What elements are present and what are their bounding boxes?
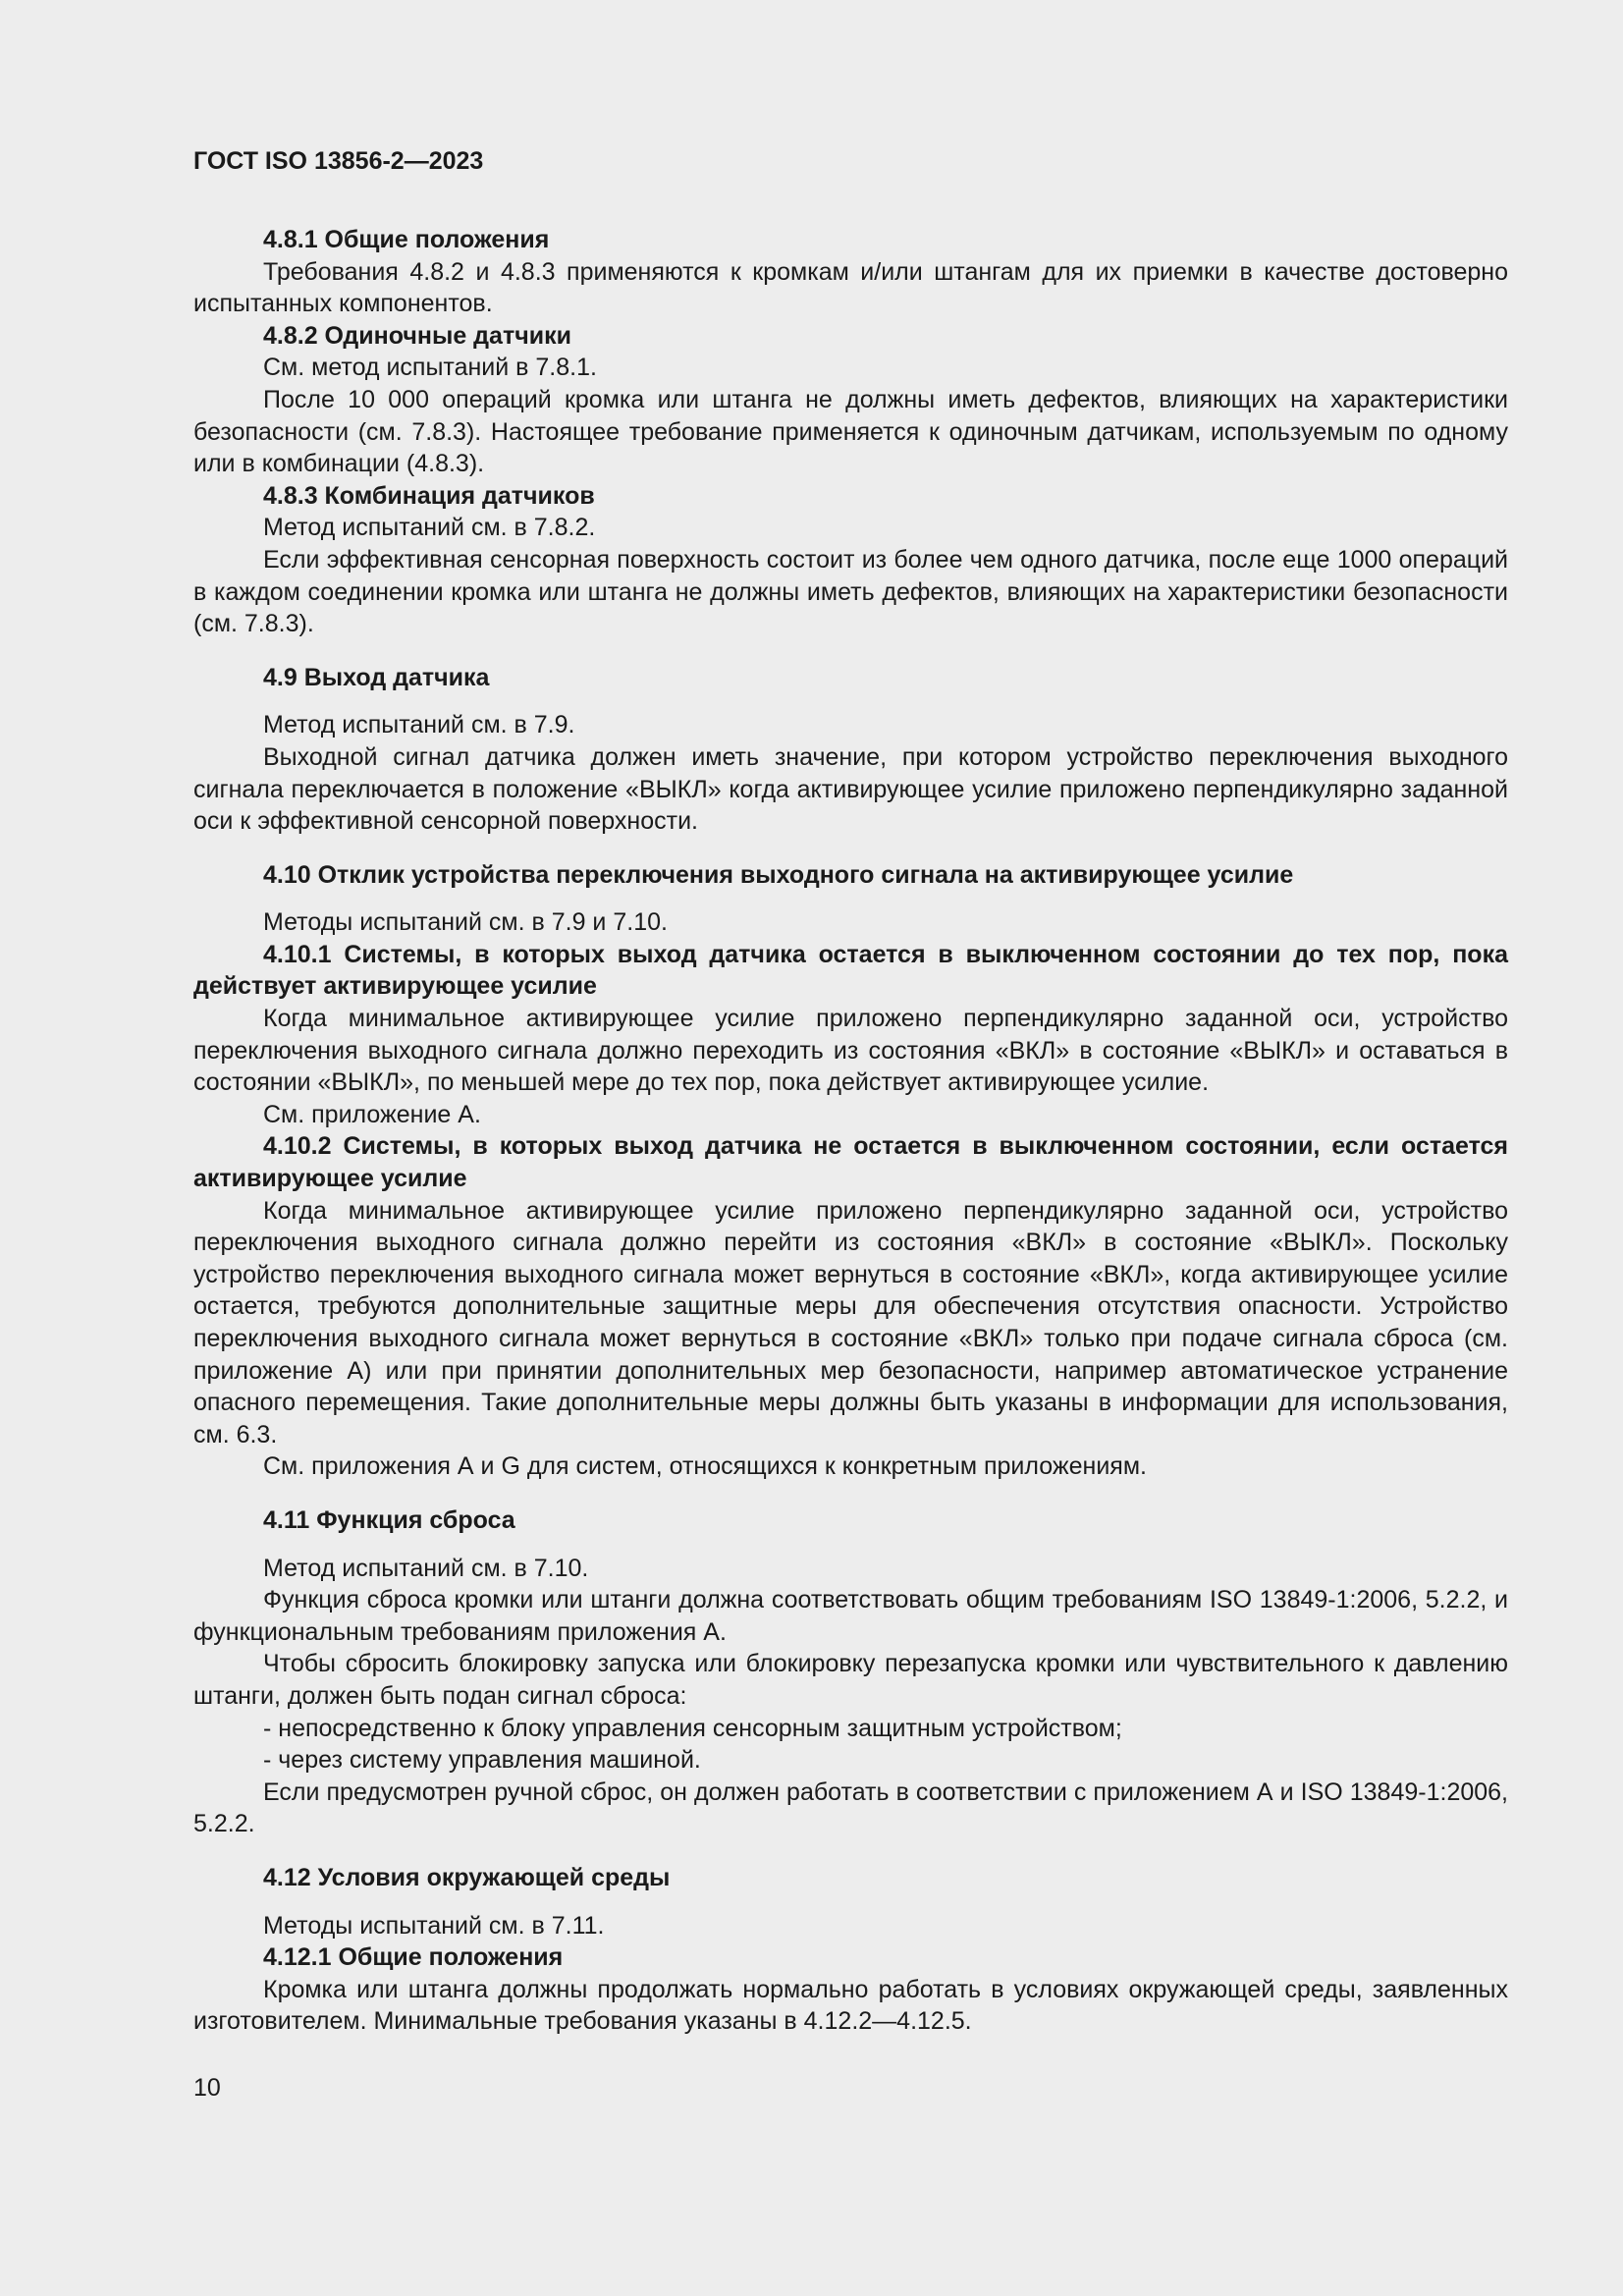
section-heading: 4.10 Отклик устройства переключения выходного сигнала на активирующее усилие (263, 860, 1294, 889)
paragraph: Метод испытаний см. в 7.9. (263, 711, 575, 739)
page-number: 10 (193, 2074, 221, 2102)
paragraph: Выходной сигнал датчика должен иметь значение, при котором устройство переключения выходного сигнала переключается в положение «ВЫКЛ» когда активирующее усилие приложено перпендикулярно заданной оси к эффективной сенсорной поверхности. (193, 742, 1508, 836)
section-heading: 4.8.1 Общие положения (263, 226, 550, 253)
paragraph: Когда минимальное активирующее усилие приложено перпендикулярно заданной оси, устройство переключения выходного сигнала должно переходить из состояния «ВКЛ» в состояние «ВЫКЛ» и оставаться в состоянии «ВЫКЛ», по меньшей мере до тех пор, пока действует активирующее усилие. (193, 1005, 1508, 1097)
section-heading: 4.8.3 Комбинация датчиков (263, 481, 595, 510)
paragraph: См. приложения А и G для систем, относящихся к конкретным приложениям. (263, 1452, 1147, 1481)
paragraph: - непосредственно к блоку управления сенсорным защитным устройством; (263, 1714, 1122, 1742)
document-header: ГОСТ ISO 13856-2—2023 (193, 147, 484, 175)
paragraph: Если предусмотрен ручной сброс, он должен работать в соответствии с приложением А и ISO 13849-1:2006, 5.2.2. (193, 1777, 1508, 1838)
section-heading: 4.10.1 Системы, в которых выход датчика остается в выключенном состоянии до тех пор, пока действует активирующее усилие (193, 940, 1508, 1001)
section-heading: 4.12 Условия окружающей среды (263, 1863, 671, 1891)
paragraph: См. метод испытаний в 7.8.1. (263, 354, 597, 382)
paragraph: Методы испытаний см. в 7.11. (263, 1911, 605, 1940)
paragraph: Если эффективная сенсорная поверхность состоит из более чем одного датчика, после еще 1000 операций в каждом соединении кромка или штанга не должны иметь дефектов, влияющих на характеристики безопасности (см. 7.8.3). (193, 545, 1508, 638)
paragraph: Требования 4.8.2 и 4.8.3 применяются к кромкам и/или штангам для их приемки в качестве достоверно испытанных компонентов. (193, 257, 1508, 318)
paragraph: - через систему управления машиной. (263, 1746, 701, 1775)
section-heading: 4.11 Функция сброса (263, 1505, 515, 1534)
paragraph: Функция сброса кромки или штанги должна соответствовать общим требованиям ISO 13849-1:2006, 5.2.2, и функциональным требованиям приложения А. (193, 1586, 1508, 1646)
paragraph: Кромка или штанга должны продолжать нормально работать в условиях окружающей среды, заявленных изготовителем. Минимальные требования указаны в 4.12.2—4.12.5. (193, 1975, 1508, 2036)
section-heading: 4.8.2 Одиночные датчики (263, 321, 571, 350)
paragraph: Когда минимальное активирующее усилие приложено перпендикулярно заданной оси, устройство переключения выходного сигнала должно перейти из состояния «ВКЛ» в состояние «ВЫКЛ». Поскольку устройство переключения выходного сигнала может вернуться в состояние «ВКЛ», когда активирующее усилие остается, требуются дополнительные защитные меры для обеспечения отсутствия опасности. Устройство переключения выходного сигнала может вернуться в состояние «ВКЛ» только при подаче сигнала сброса (см. приложение А) или при принятии дополнительных мер безопасности, например автоматическое устранение опасного перемещения. Такие дополнительные меры должны быть указаны в информации для использования, см. 6.3. (193, 1196, 1508, 1449)
paragraph: Метод испытаний см. в 7.8.2. (263, 514, 596, 542)
paragraph: См. приложение А. (263, 1100, 481, 1128)
paragraph: Чтобы сбросить блокировку запуска или блокировку перезапуска кромки или чувствительного к давлению штанги, должен быть подан сигнал сброса: (193, 1650, 1508, 1710)
section-heading: 4.10.2 Системы, в которых выход датчика не остается в выключенном состоянии, если остается активирующее усилие (193, 1132, 1508, 1193)
paragraph: Методы испытаний см. в 7.9 и 7.10. (263, 908, 668, 937)
paragraph: После 10 000 операций кромка или штанга не должны иметь дефектов, влияющих на характеристики безопасности (см. 7.8.3). Настоящее требование применяется к одиночным датчикам, используемым по одному или в комбинации (4.8.3). (193, 385, 1508, 478)
paragraph: Метод испытаний см. в 7.10. (263, 1554, 589, 1582)
section-heading: 4.12.1 Общие положения (263, 1943, 564, 1972)
document-body (193, 224, 1508, 2038)
section-heading: 4.9 Выход датчика (263, 663, 490, 691)
